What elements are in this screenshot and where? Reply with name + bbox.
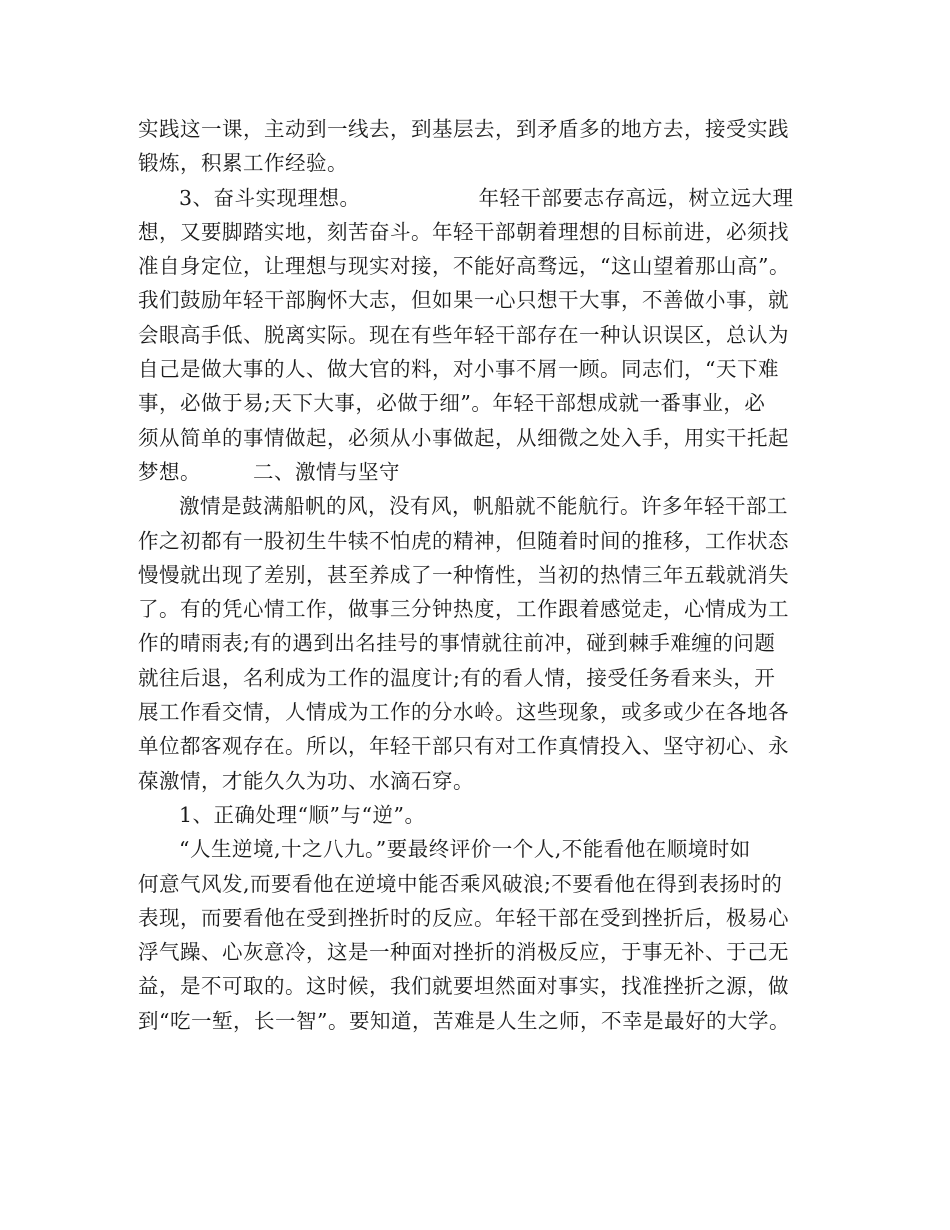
text-fragment: 年轻干部要志存高远，树立远大理: [478, 185, 794, 210]
text-line: 了。有的凭心情工作，做事三分钟热度，工作跟着感觉走，心情成为工: [138, 597, 789, 622]
text-line: 准自身定位，让理想与现实对接，不能好高骛远，“这山望着那山高”。: [138, 254, 790, 279]
text-line: 作的晴雨表;有的遇到出名挂号的事情就往前冲，碰到棘手难缠的问题: [138, 631, 776, 656]
text-line: 单位都客观存在。所以，年轻干部只有对工作真情投入、坚守初心、永: [138, 734, 789, 759]
text-line: 锻炼，积累工作经验。: [138, 151, 348, 176]
text-line: 实践这一课，主动到一线去，到基层去，到矛盾多的地方去，接受实践: [138, 117, 789, 141]
text-line: 事，必做于易;天下大事，必做于细”。年轻干部想成就一番事业，必: [138, 391, 766, 416]
text-line: 自己是做大事的人、做大官的料，对小事不屑一顾。同志们，“天下难: [138, 357, 779, 382]
text-line: 浮气躁、心灰意冷，这是一种面对挫折的消极反应，于事无补、于己无: [138, 940, 789, 965]
text-line: 葆激情，才能久久为功、水滴石穿。: [138, 768, 474, 793]
paragraph-start: 激情是鼓满船帆的风，没有风，帆船就不能航行。许多年轻干部工: [179, 494, 788, 519]
section-heading: 二、激情与坚守: [253, 459, 400, 484]
section-heading: 3、奋斗实现理想。: [179, 185, 361, 210]
text-line: 就往后退，名利成为工作的温度计;有的看人情，接受任务看来头，开: [138, 665, 776, 690]
text-line: 我们鼓励年轻干部胸怀大志，但如果一心只想干大事，不善做小事，就: [138, 288, 789, 313]
text-line: 到“吃一堑，长一智”。要知道，苦难是人生之师，不幸是最好的大学。: [138, 1008, 790, 1033]
section-heading: 1、正确处理“顺”与“逆”。: [179, 802, 426, 827]
document-body: [138, 112, 818, 1038]
text-line: 益，是不可取的。这时候，我们就要坦然面对事实，找准挫折之源，做: [138, 974, 789, 999]
text-line: 想，又要脚踏实地，刻苦奋斗。年轻干部朝着理想的目标前进，必须找: [138, 219, 789, 244]
mixed-line: [138, 455, 818, 489]
section-heading-line: [138, 181, 818, 215]
text-line: 须从简单的事情做起，必须从小事做起，从细微之处入手，用实干托起: [138, 425, 789, 450]
paragraph-start: “人生逆境,十之八九。”要最终评价一个人,不能看他在顺境时如: [179, 837, 751, 862]
text-line: 慢慢就出现了差别，甚至养成了一种惰性，当初的热情三年五载就消失: [138, 562, 789, 587]
text-line: 展工作看交情，人情成为工作的分水岭。这些现象，或多或少在各地各: [138, 700, 789, 725]
text-line: 会眼高手低、脱离实际。现在有些年轻干部存在一种认识误区，总认为: [138, 322, 789, 347]
text-line: 何意气风发,而要看他在逆境中能否乘风破浪;不要看他在得到表扬时的: [138, 871, 783, 896]
text-line: 作之初都有一股初生牛犊不怕虎的精神，但随着时间的推移，工作状态: [138, 528, 789, 553]
text-line: 表现，而要看他在受到挫折时的反应。年轻干部在受到挫折后，极易心: [138, 905, 789, 930]
text-fragment: 梦想。: [138, 459, 201, 484]
